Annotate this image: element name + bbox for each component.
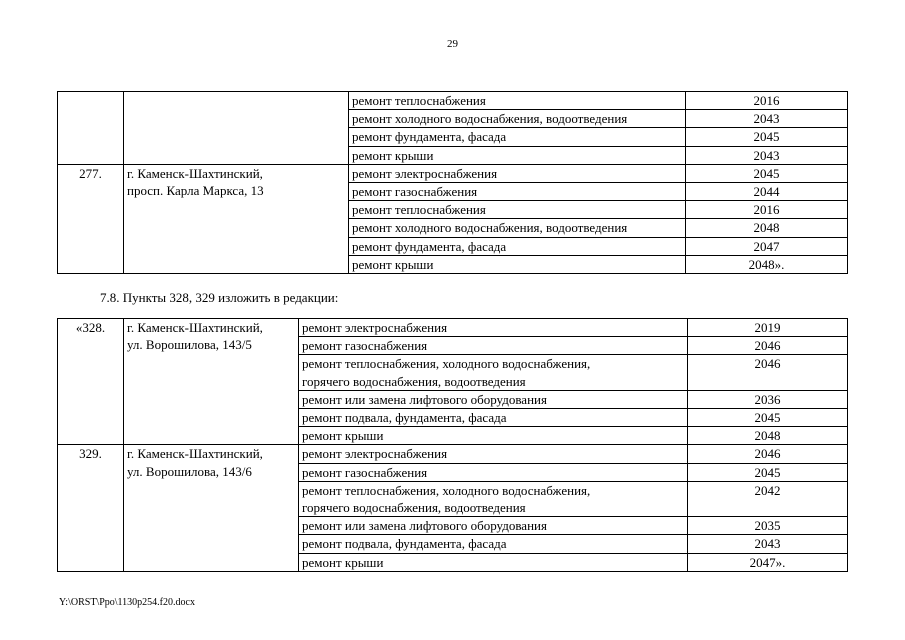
address-line: ул. Ворошилова, 143/6 — [127, 463, 252, 479]
year-cell: 2046 — [688, 355, 848, 390]
year-cell: 2046 — [688, 445, 848, 463]
works-table-amended — [57, 318, 848, 572]
work-text: ремонт газоснабжения — [302, 338, 428, 354]
work-cell — [349, 92, 686, 110]
year-cell: 2044 — [686, 183, 848, 201]
address-line: г. Каменск-Шахтинский, — [127, 320, 263, 335]
year-cell: 2048». — [686, 255, 848, 273]
work-text: ремонт крыши — [302, 554, 384, 570]
table-row — [58, 164, 848, 182]
work-cell — [299, 319, 688, 337]
work-cell — [349, 201, 686, 219]
address-line: г. Каменск-Шахтинский, — [127, 165, 263, 181]
work-text: ремонт крыши — [352, 147, 434, 163]
work-text: ремонт или замена лифтового оборудования — [302, 391, 547, 407]
work-cell — [299, 337, 688, 355]
page-number: 29 — [447, 38, 458, 50]
work-cell — [299, 355, 688, 390]
work-text: ремонт фундамента, фасада — [352, 238, 507, 254]
year-cell: 2043 — [686, 110, 848, 128]
work-cell — [349, 164, 686, 182]
work-text: ремонт газоснабжения — [302, 464, 428, 480]
item-number: «328. — [58, 319, 124, 445]
work-text: ремонт холодного водоснабжения, водоотведения — [352, 220, 628, 236]
work-text: ремонт крыши — [352, 256, 434, 272]
work-cell — [349, 237, 686, 255]
work-text: ремонт теплоснабжения, холодного водоснабжения, — [302, 356, 591, 372]
year-cell: 2046 — [688, 337, 848, 355]
address-cell — [124, 445, 299, 571]
work-cell — [299, 517, 688, 535]
year-cell: 2045 — [688, 463, 848, 481]
table-row — [58, 92, 848, 110]
year-cell: 2048 — [688, 427, 848, 445]
amendment-instruction: 7.8. Пункты 328, 329 изложить в редакции: — [100, 290, 339, 305]
work-cell — [349, 219, 686, 237]
year-cell: 2036 — [688, 390, 848, 408]
work-cell — [349, 110, 686, 128]
work-text: ремонт теплоснабжения — [352, 93, 486, 108]
work-text: ремонт электроснабжения — [302, 446, 448, 462]
year-cell: 2035 — [688, 517, 848, 535]
address-cell — [124, 92, 349, 165]
address-line: г. Каменск-Шахтинский, — [127, 446, 263, 462]
year-cell: 2045 — [686, 164, 848, 182]
year-cell: 2016 — [686, 201, 848, 219]
work-text: ремонт крыши — [302, 428, 384, 444]
work-cell — [349, 255, 686, 273]
work-text: ремонт подвала, фундамента, фасада — [302, 536, 507, 552]
address-cell — [124, 164, 349, 273]
year-cell: 2045 — [686, 128, 848, 146]
work-text-line2: горячего водоснабжения, водоотведения — [302, 373, 526, 389]
work-cell — [299, 535, 688, 553]
table-row — [58, 445, 848, 463]
work-text: ремонт электроснабжения — [302, 320, 448, 335]
address-line: ул. Ворошилова, 143/5 — [127, 337, 252, 353]
work-text: ремонт холодного водоснабжения, водоотведения — [352, 111, 628, 127]
work-text: ремонт подвала, фундамента, фасада — [302, 410, 507, 426]
year-cell: 2042 — [688, 481, 848, 516]
year-cell: 2048 — [686, 219, 848, 237]
item-number: 329. — [58, 445, 124, 571]
work-cell — [299, 463, 688, 481]
work-text: ремонт или замена лифтового оборудования — [302, 518, 547, 534]
year-cell: 2043 — [686, 146, 848, 164]
year-cell: 2019 — [688, 319, 848, 337]
year-cell: 2047 — [686, 237, 848, 255]
work-text: ремонт теплоснабжения, холодного водоснабжения, — [302, 482, 591, 498]
work-text: ремонт газоснабжения — [352, 184, 478, 200]
table-row — [58, 319, 848, 337]
work-cell — [349, 183, 686, 201]
work-text: ремонт теплоснабжения — [352, 202, 486, 218]
work-text-line2: горячего водоснабжения, водоотведения — [302, 500, 526, 516]
work-cell — [299, 445, 688, 463]
item-number — [58, 92, 124, 165]
works-table-continued — [57, 91, 848, 274]
year-cell: 2043 — [688, 535, 848, 553]
work-cell — [349, 146, 686, 164]
address-line: просп. Карла Маркса, 13 — [127, 183, 264, 199]
work-cell — [299, 409, 688, 427]
address-cell — [124, 319, 299, 445]
year-cell: 2047». — [688, 553, 848, 571]
work-cell — [299, 553, 688, 571]
year-cell: 2016 — [686, 92, 848, 110]
work-cell — [349, 128, 686, 146]
work-text: ремонт фундамента, фасада — [352, 129, 507, 145]
file-path-footer: Y:\ORST\Ppo\1130p254.f20.docx — [59, 597, 195, 608]
work-cell — [299, 390, 688, 408]
year-cell: 2045 — [688, 409, 848, 427]
work-cell — [299, 427, 688, 445]
work-cell — [299, 481, 688, 516]
work-text: ремонт электроснабжения — [352, 165, 498, 181]
item-number: 277. — [58, 164, 124, 273]
